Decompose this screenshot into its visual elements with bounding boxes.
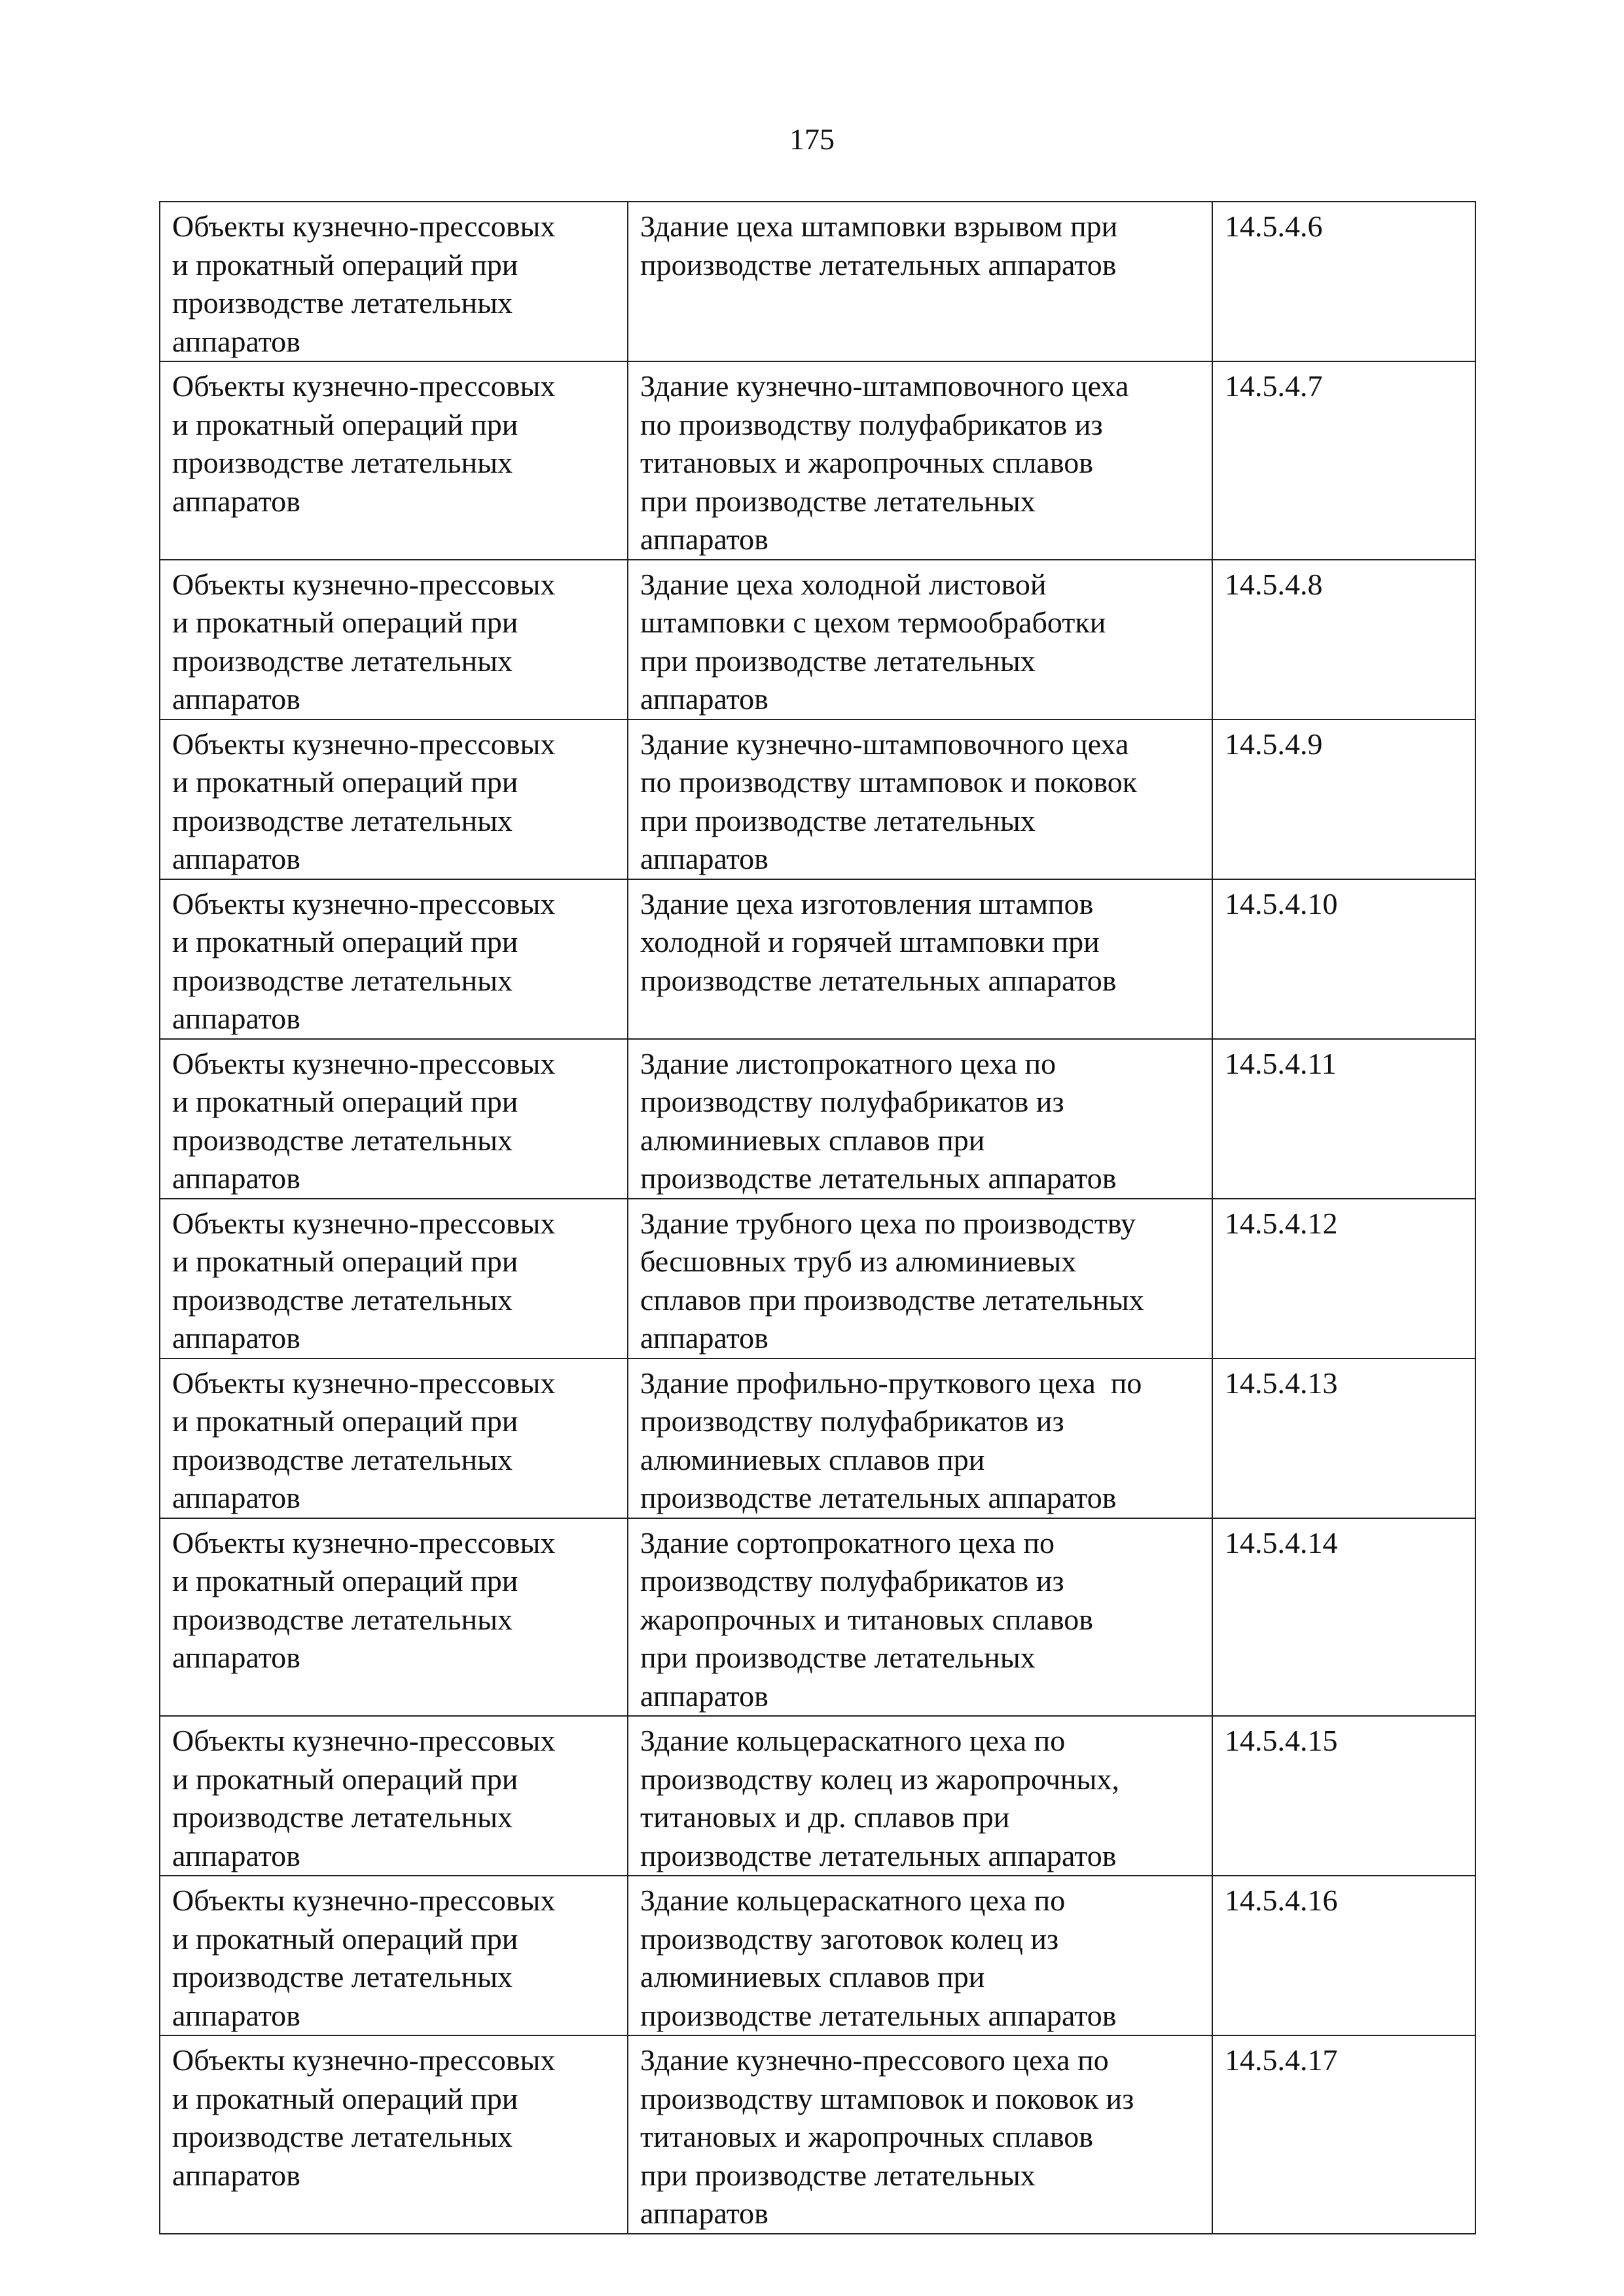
object-type-cell [160,879,628,1039]
object-type-cell-line: аппаратов [172,1838,300,1872]
object-type-cell-line: Объекты кузнечно-прессовых [172,567,556,601]
building-description-cell-line: производстве летательных аппаратов [640,1838,1117,1872]
code-cell: 14.5.4.7 [1212,361,1475,560]
building-description-cell-line: по производству штамповок и поковок [640,765,1138,799]
object-type-cell-line: производстве летательных [172,1283,513,1317]
object-type-cell [160,1518,628,1717]
building-description-cell-line: Здание сортопрокатного цеха по [640,1525,1055,1559]
object-type-cell [160,1358,628,1518]
object-type-cell-line: аппаратов [172,1998,300,2032]
building-description-cell-line: при производстве летательных [640,1641,1036,1674]
building-description-cell [628,1358,1212,1518]
object-type-cell-line: Объекты кузнечно-прессовых [172,210,556,243]
object-type-cell-line: производстве летательных [172,1602,513,1636]
building-description-cell-line: титановых и др. сплавов при [640,1800,1010,1834]
object-type-cell-line: аппаратов [172,2158,300,2192]
building-description-cell-line: штамповки с цехом термообработки [640,606,1106,639]
object-type-cell-line: и прокатный операций при [172,1085,518,1118]
object-type-cell-line: аппаратов [172,842,300,875]
building-description-cell-line: производстве летательных аппаратов [640,1161,1117,1195]
table-row [160,1039,1475,1199]
building-description-cell-line: Здание листопрокатного цеха по [640,1046,1056,1080]
object-type-cell-line: аппаратов [172,1161,300,1195]
object-type-cell-line: Объекты кузнечно-прессовых [172,2043,556,2077]
building-description-cell [628,720,1212,879]
building-description-cell-line: производству полуфабрикатов из [640,1404,1064,1438]
building-description-cell-line: алюминиевых сплавов при [640,1960,985,1994]
object-type-cell [160,1876,628,2035]
building-description-cell [628,1039,1212,1199]
table-row [160,1518,1475,1717]
building-description-cell-line: жаропрочных и титановых сплавов [640,1602,1093,1636]
object-type-cell [160,1199,628,1358]
table-row [160,202,1475,361]
building-description-cell-line: Здание кольцераскатного цеха по [640,1884,1066,1917]
object-type-cell [160,720,628,879]
table-row [160,1199,1475,1358]
object-type-cell-line: аппаратов [172,682,300,716]
building-description-cell-line: холодной и горячей штамповки при [640,925,1100,958]
building-description-cell-line: при производстве летательных [640,2158,1036,2192]
object-type-cell-line: производстве летательных [172,2120,513,2153]
code-cell: 14.5.4.14 [1212,1518,1475,1717]
object-type-cell-line: и прокатный операций при [172,407,518,441]
object-type-cell-line: и прокатный операций при [172,2081,518,2115]
table-row [160,720,1475,879]
object-type-cell-line: производстве летательных [172,1442,513,1476]
building-description-cell-line: аппаратов [640,842,768,875]
building-description-cell [628,202,1212,361]
object-type-cell-line: аппаратов [172,324,300,358]
building-description-cell-line: Здание кузнечно-штамповочного цеха [640,727,1129,761]
building-description-cell-line: титановых и жаропрочных сплавов [640,2120,1093,2153]
registry-table-body [160,202,1475,2234]
building-description-cell [628,1199,1212,1358]
object-type-cell-line: и прокатный операций при [172,1404,518,1438]
object-type-cell-line: Объекты кузнечно-прессовых [172,886,556,920]
code-cell: 14.5.4.12 [1212,1199,1475,1358]
object-type-cell-line: Объекты кузнечно-прессовых [172,1724,556,1757]
object-type-cell-line: Объекты кузнечно-прессовых [172,727,556,761]
building-description-cell-line: производстве летательных аппаратов [640,1998,1117,2032]
object-type-cell-line: и прокатный операций при [172,765,518,799]
building-description-cell-line: титановых и жаропрочных сплавов [640,446,1093,479]
building-description-cell-line: аппаратов [640,1321,768,1355]
object-type-cell-line: и прокатный операций при [172,247,518,282]
object-type-cell [160,361,628,560]
building-description-cell-line: Здание кузнечно-прессового цеха по [640,2043,1109,2077]
object-type-cell-line: и прокатный операций при [172,606,518,639]
object-type-cell-line: Объекты кузнечно-прессовых [172,369,556,403]
object-type-cell [160,2035,628,2234]
code-cell: 14.5.4.17 [1212,2035,1475,2234]
building-description-cell-line: аппаратов [640,2196,768,2230]
code-cell: 14.5.4.11 [1212,1039,1475,1199]
building-description-cell-line: бесшовных труб из алюминиевых [640,1245,1077,1278]
object-type-cell-line: производстве летательных [172,963,513,997]
building-description-cell-line: алюминиевых сплавов при [640,1442,985,1476]
object-type-cell-line: Объекты кузнечно-прессовых [172,1366,556,1400]
building-description-cell-line: Здание цеха холодной листовой [640,567,1047,601]
building-description-cell-line: по производству полуфабрикатов из [640,407,1103,441]
object-type-cell-line: производстве летательных [172,286,513,319]
building-description-cell-line: Здание кузнечно-штамповочного цеха [640,369,1129,403]
building-description-cell-line: производству заготовок колец из [640,1922,1059,1956]
building-description-cell-line: производстве летательных аппаратов [640,1481,1117,1514]
building-description-cell-line: Здание цеха штамповки взрывом при [640,210,1118,243]
object-type-cell-line: аппаратов [172,1321,300,1355]
building-description-cell-line: производстве летательных аппаратов [640,963,1117,997]
object-type-cell-line: и прокатный операций при [172,1564,518,1597]
building-description-cell-line: Здание трубного цеха по производству [640,1206,1136,1240]
building-description-cell [628,1518,1212,1717]
code-cell: 14.5.4.16 [1212,1876,1475,2035]
building-description-cell [628,1876,1212,2035]
object-type-cell-line: производстве летательных [172,1123,513,1157]
building-description-cell-line: алюминиевых сплавов при [640,1123,985,1157]
building-description-cell-line: Здание профильно-пруткового цеха по [640,1366,1142,1400]
code-cell: 14.5.4.10 [1212,879,1475,1039]
object-type-cell-line: производстве летательных [172,644,513,678]
table-row [160,1876,1475,2035]
table-row [160,2035,1475,2234]
object-type-cell [160,1716,628,1876]
object-type-cell-line: аппаратов [172,484,300,518]
building-description-cell-line: при производстве летательных [640,803,1036,837]
object-type-cell-line: Объекты кузнечно-прессовых [172,1525,556,1559]
building-description-cell [628,2035,1212,2234]
building-description-cell-line: сплавов при производстве летательных [640,1283,1144,1317]
building-description-cell-line: производству полуфабрикатов из [640,1085,1064,1118]
building-description-cell-line: при производстве летательных [640,484,1036,518]
building-description-cell [628,1716,1212,1876]
table-row [160,560,1475,720]
building-description-cell-line: производству штамповок и поковок из [640,2081,1134,2115]
building-description-cell-line: производстве летательных аппаратов [640,247,1117,282]
building-description-cell-line: производству полуфабрикатов из [640,1564,1064,1597]
building-description-cell-line: Здание кольцераскатного цеха по [640,1724,1066,1757]
building-description-cell-line: аппаратов [640,682,768,716]
building-description-cell-line: производству колец из жаропрочных, [640,1762,1120,1796]
object-type-cell-line: и прокатный операций при [172,1245,518,1278]
object-type-cell [160,202,628,361]
object-type-cell-line: и прокатный операций при [172,1762,518,1796]
object-type-cell-line: производстве летательных [172,1960,513,1994]
object-type-cell [160,560,628,720]
object-type-cell-line: и прокатный операций при [172,1922,518,1956]
building-description-cell-line: Здание цеха изготовления штампов [640,886,1094,920]
object-type-cell-line: аппаратов [172,1002,300,1035]
object-type-cell-line: производстве летательных [172,446,513,479]
object-type-cell-line: производстве летательных [172,1800,513,1834]
registry-table [159,201,1476,2234]
code-cell: 14.5.4.15 [1212,1716,1475,1876]
object-type-cell [160,1039,628,1199]
object-type-cell-line: и прокатный операций при [172,925,518,958]
building-description-cell-line: аппаратов [640,522,768,556]
object-type-cell-line: Объекты кузнечно-прессовых [172,1206,556,1240]
table-row [160,1358,1475,1518]
table-row [160,879,1475,1039]
code-cell: 14.5.4.8 [1212,560,1475,720]
building-description-cell [628,879,1212,1039]
object-type-cell-line: производстве летательных [172,803,513,837]
object-type-cell-line: Объекты кузнечно-прессовых [172,1884,556,1917]
page-number: 175 [789,122,835,156]
table-row [160,361,1475,560]
object-type-cell-line: аппаратов [172,1481,300,1514]
object-type-cell-line: Объекты кузнечно-прессовых [172,1046,556,1080]
building-description-cell-line: при производстве летательных [640,644,1036,678]
table-row [160,1716,1475,1876]
building-description-cell [628,361,1212,560]
code-cell: 14.5.4.6 [1212,202,1475,361]
code-cell: 14.5.4.9 [1212,720,1475,879]
object-type-cell-line: аппаратов [172,1641,300,1674]
building-description-cell-line: аппаратов [640,1679,768,1713]
building-description-cell [628,560,1212,720]
code-cell: 14.5.4.13 [1212,1358,1475,1518]
